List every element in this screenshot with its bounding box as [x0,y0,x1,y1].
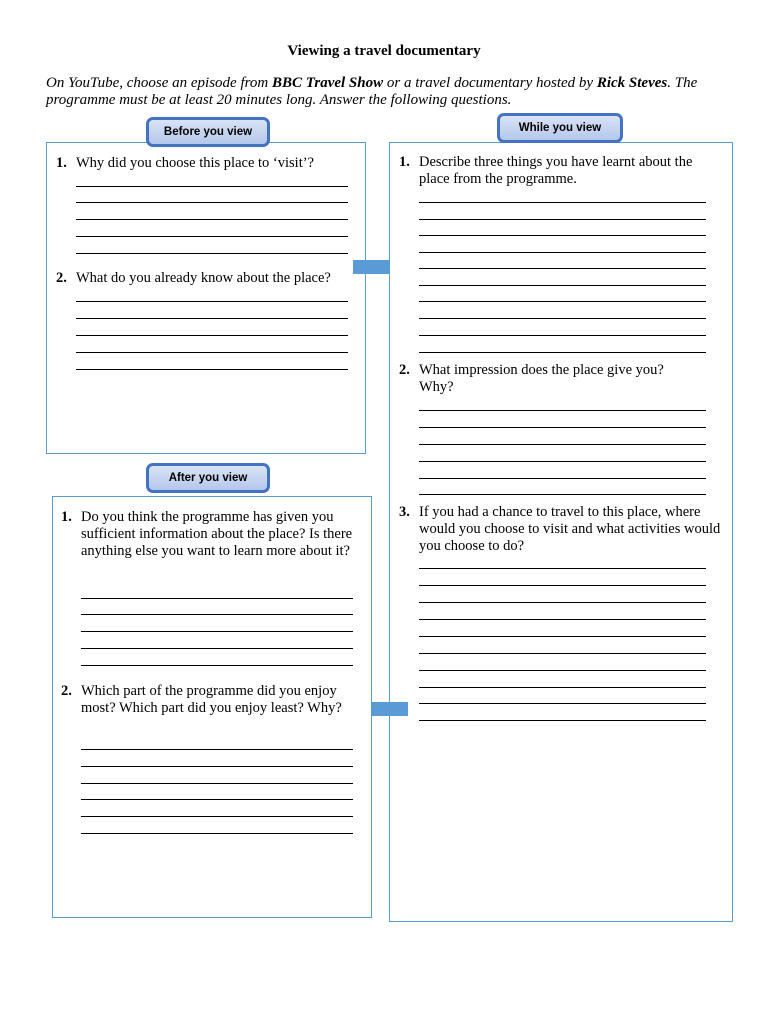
question-number: 2. [56,270,67,286]
answer-line[interactable] [419,568,706,569]
answer-line[interactable] [81,816,353,817]
question-text: Which part of the programme did you enjoy most? Which part did you enjoy least? Why? [81,683,342,716]
after-you-view-tab: After you view [146,463,270,493]
worksheet-title: Viewing a travel documentary [287,43,481,59]
question-number: 1. [56,155,67,171]
answer-line[interactable] [419,494,706,495]
answer-line[interactable] [419,285,706,286]
answer-line[interactable] [81,648,353,649]
host-name: Rick Steves [596,75,668,91]
before-you-view-tab: Before you view [146,117,270,147]
answer-line[interactable] [419,235,706,236]
answer-line[interactable] [419,335,706,336]
answer-line[interactable] [419,410,706,411]
answer-line[interactable] [419,703,706,704]
answer-line[interactable] [419,585,706,586]
answer-line[interactable] [76,253,348,254]
answer-line[interactable] [419,653,706,654]
instructions [46,75,736,109]
instructions-text: . The programme must be at least 20 minutes long. Answer the following questions. [46,75,698,108]
answer-line[interactable] [419,461,706,462]
answer-line[interactable] [76,318,348,319]
answer-line[interactable] [419,427,706,428]
before-question-2 [56,270,356,287]
question-text: If you had a chance to travel to this place, where would you choose to visit and what activities would you choose to do? [419,504,721,554]
answer-line[interactable] [76,301,348,302]
question-number: 1. [399,154,410,170]
answer-line[interactable] [76,219,348,220]
while-question-3 [399,504,723,555]
answer-line[interactable] [76,186,348,187]
answer-line[interactable] [419,720,706,721]
answer-line[interactable] [76,369,348,370]
question-text: What impression does the place give you? Why? [419,362,664,395]
answer-line[interactable] [81,833,353,834]
answer-line[interactable] [81,598,353,599]
question-number: 3. [399,504,410,520]
answer-line[interactable] [419,268,706,269]
while-question-1 [399,154,717,188]
before-you-view-box [46,142,366,454]
question-number: 2. [61,683,72,699]
question-text: Do you think the programme has given you sufficient information about the place? Is there anything else you want to learn more about it? [81,509,353,559]
answer-line[interactable] [419,687,706,688]
after-question-2 [61,683,361,717]
answer-line[interactable] [419,619,706,620]
answer-line[interactable] [419,352,706,353]
answer-line[interactable] [81,614,353,615]
answer-line[interactable] [76,236,348,237]
answer-line[interactable] [419,301,706,302]
instructions-text: On YouTube, choose an episode from [46,75,272,91]
answer-line[interactable] [419,444,706,445]
while-question-2 [399,362,699,396]
answer-line[interactable] [419,602,706,603]
instructions-text: or a travel documentary hosted by [383,75,597,91]
after-question-1 [61,509,361,560]
answer-line[interactable] [76,352,348,353]
while-you-view-tab: While you view [497,113,623,143]
question-text: What do you already know about the place? [76,270,331,286]
answer-line[interactable] [76,202,348,203]
answer-line[interactable] [81,799,353,800]
question-number: 2. [399,362,410,378]
before-question-1 [56,155,356,172]
answer-line[interactable] [81,766,353,767]
answer-line[interactable] [76,335,348,336]
answer-line[interactable] [419,219,706,220]
answer-line[interactable] [419,252,706,253]
answer-line[interactable] [419,670,706,671]
answer-line[interactable] [419,318,706,319]
answer-line[interactable] [81,749,353,750]
show-name: BBC Travel Show [271,75,384,91]
answer-line[interactable] [419,478,706,479]
answer-line[interactable] [81,665,353,666]
answer-line[interactable] [419,636,706,637]
answer-line[interactable] [81,783,353,784]
question-number: 1. [61,509,72,525]
answer-line[interactable] [81,631,353,632]
question-text: Why did you choose this place to ‘visit’? [76,155,314,171]
question-text: Describe three things you have learnt about the place from the programme. [419,154,693,187]
answer-line[interactable] [419,202,706,203]
